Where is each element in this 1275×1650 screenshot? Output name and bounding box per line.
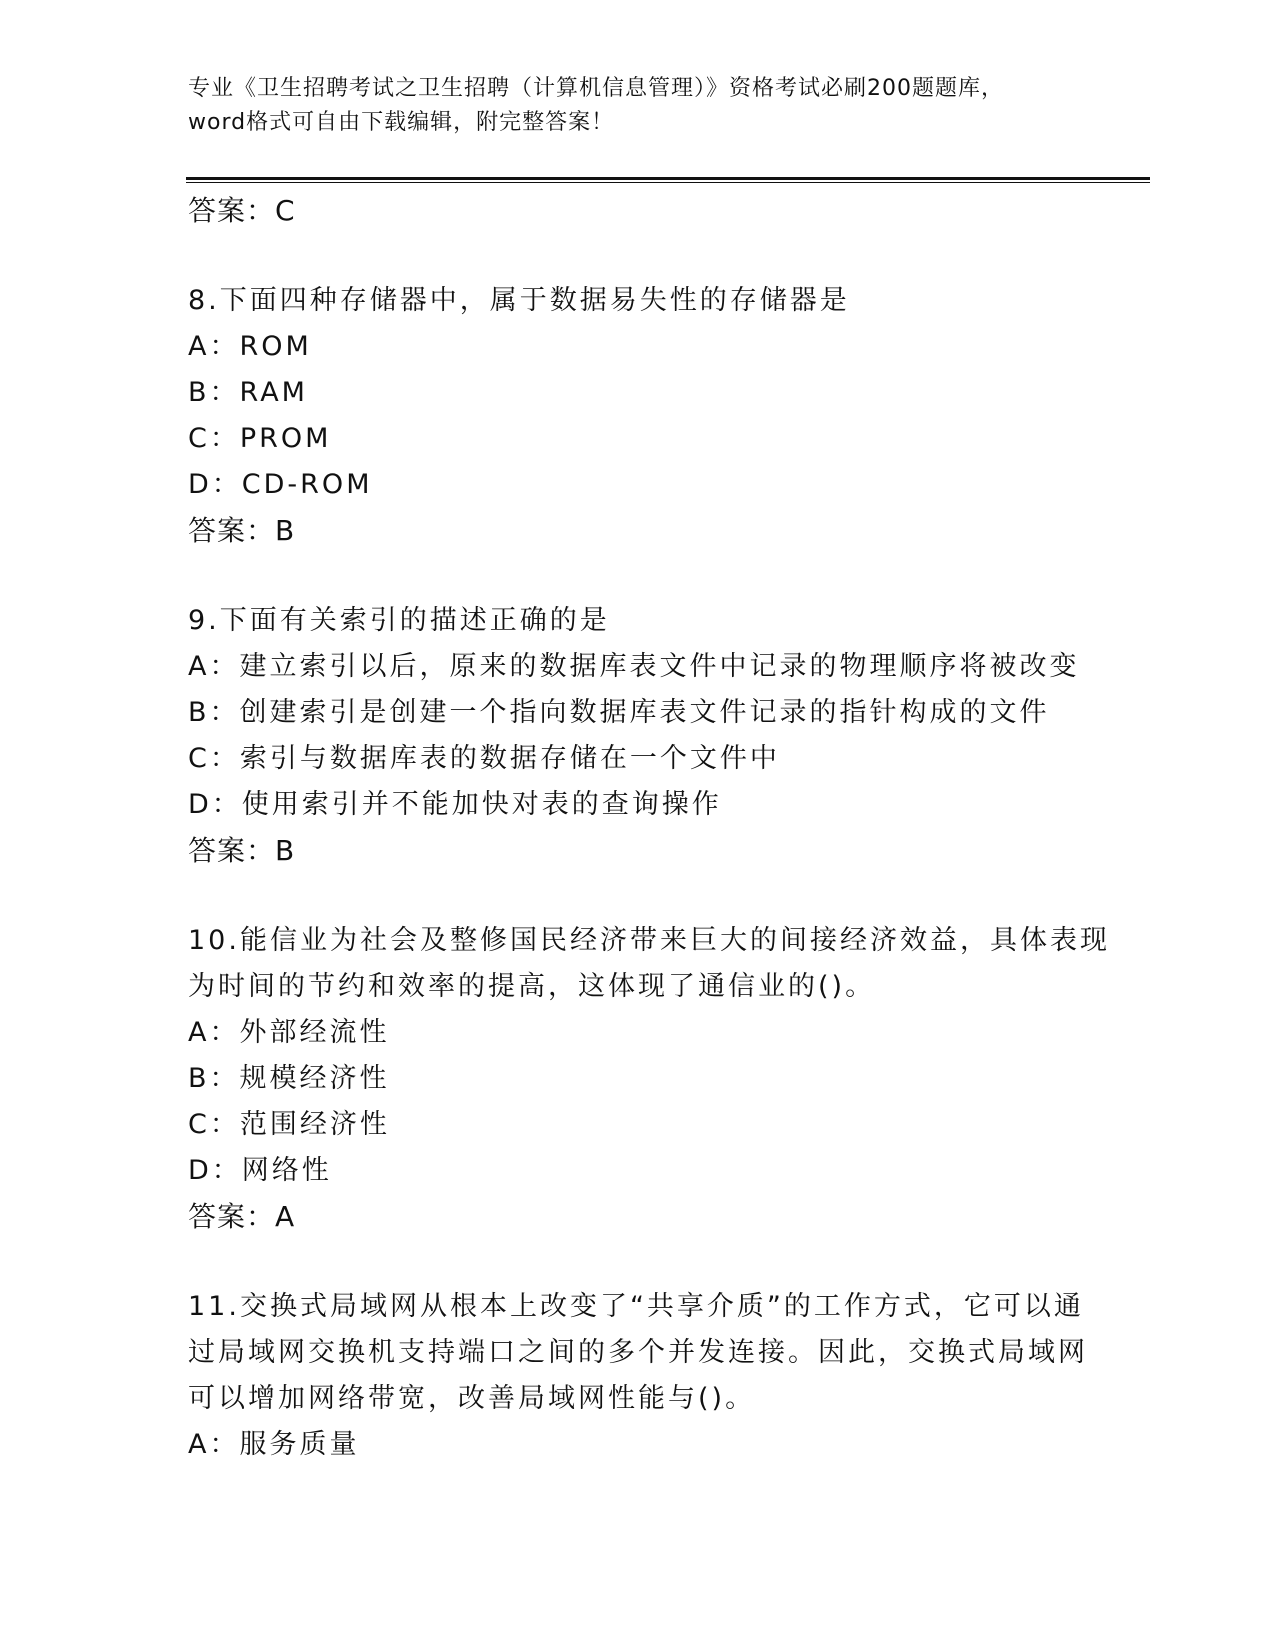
answer: 答案：A: [188, 1200, 296, 1233]
question-text: 8.下面四种存储器中，属于数据易失性的存储器是: [188, 285, 850, 316]
header-rule-thick: [186, 177, 1150, 180]
question-text-line-1: 11.交换式局域网从根本上改变了“共享介质”的工作方式，它可以通: [188, 1291, 1084, 1322]
option-c: C：索引与数据库表的数据存储在一个文件中: [188, 743, 780, 774]
document-header: [188, 72, 1088, 140]
header-line-2: word格式可自由下载编辑，附完整答案！: [188, 110, 615, 135]
header-line-1: 专业《卫生招聘考试之卫生招聘（计算机信息管理）》资格考试必刷200题题库，: [188, 76, 1004, 101]
header-rule-thin: [186, 182, 1150, 183]
document-body: [188, 188, 1110, 1468]
question-text-line-2: 为时间的节约和效率的提高，这体现了通信业的()。: [188, 971, 876, 1002]
question-11: [188, 1284, 1088, 1468]
option-d: D：网络性: [188, 1155, 332, 1186]
question-text-line-3: 可以增加网络带宽，改善局域网性能与()。: [188, 1383, 756, 1414]
option-d: D：CD-ROM: [188, 469, 373, 500]
question-text: 9.下面有关索引的描述正确的是: [188, 605, 610, 636]
option-d: D：使用索引并不能加快对表的查询操作: [188, 789, 722, 820]
answer: 答案：B: [188, 514, 296, 547]
answer-q7: 答案：C: [188, 194, 296, 227]
question-9: [188, 598, 1088, 874]
option-b: B：创建索引是创建一个指向数据库表文件记录的指针构成的文件: [188, 697, 1050, 728]
spacer: [188, 234, 1088, 278]
spacer: [188, 1240, 1088, 1284]
spacer: [188, 554, 1088, 598]
answer: 答案：B: [188, 834, 296, 867]
option-c: C：PROM: [188, 423, 332, 454]
option-a: A：服务质量: [188, 1429, 360, 1460]
option-a: A：建立索引以后，原来的数据库表文件中记录的物理顺序将被改变: [188, 651, 1080, 682]
question-text-line-1: 10.能信业为社会及整修国民经济带来巨大的间接经济效益，具体表现: [188, 925, 1110, 956]
option-c: C：范围经济性: [188, 1109, 390, 1140]
question-10: [188, 918, 1110, 1240]
option-b: B：规模经济性: [188, 1063, 390, 1094]
spacer: [188, 874, 1088, 918]
option-a: A：ROM: [188, 331, 312, 362]
question-8: [188, 278, 1088, 554]
option-b: B：RAM: [188, 377, 308, 408]
question-text-line-2: 过局域网交换机支持端口之间的多个并发连接。因此，交换式局域网: [188, 1337, 1088, 1368]
option-a: A：外部经流性: [188, 1017, 390, 1048]
